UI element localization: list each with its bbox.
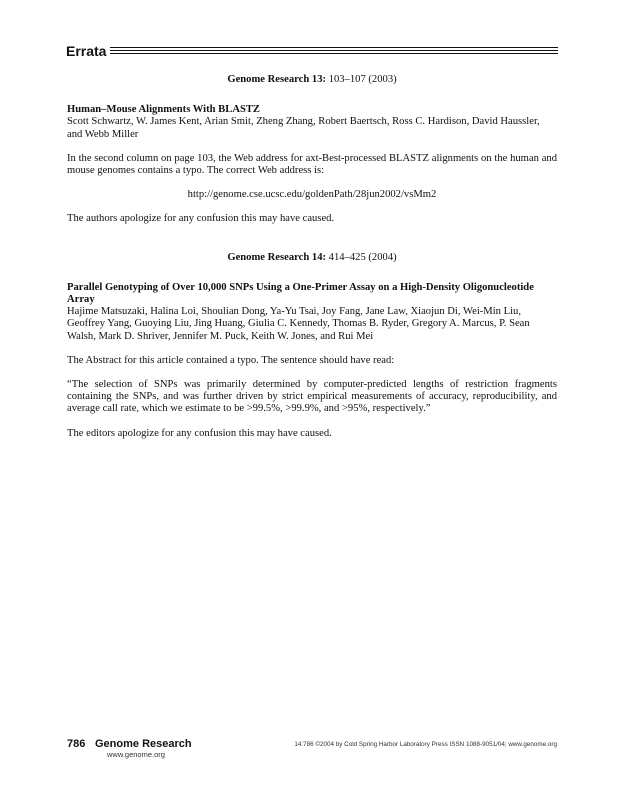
journal-name: Genome Research (227, 251, 310, 263)
page-footer (67, 738, 557, 762)
copyright-line: 14:786 ©2004 by Cold Spring Harbor Laboratory Press ISSN 1088-9051/04; www.genome.org (294, 741, 557, 748)
footer-journal-name: Genome Research (95, 738, 192, 750)
article-authors: Scott Schwartz, W. James Kent, Arian Smit, Zheng Zhang, Robert Baertsch, Ross C. Hardison, David Haussler, and Webb Miller (67, 116, 540, 140)
apology-text: The editors apologize for any confusion this may have caused. (67, 427, 332, 439)
main-content (67, 74, 557, 452)
section-spacer (67, 238, 557, 252)
article-authors: Hajime Matsuzaki, Halina Loi, Shoulian Dong, Ya-Yu Tsai, Joy Fang, Jane Law, Xiaojun Di, Wei-Min Liu, Geoffrey Yang, Guoying Liu, Jing Huang, Giulia C. Kennedy, Thomas B. Ryder, Gregory A. Marcus, P. Sean Walsh, Mark D. Shriver, Jennifer M. Puck, Keith W. Jones, and Rui Mei (67, 306, 530, 342)
article-title: Human–Mouse Alignments With BLASTZ (67, 104, 260, 116)
journal-reference (67, 252, 557, 264)
corrected-quote: “The selection of SNPs was primarily determined by computer-predicted lengths of restriction fragments containing the SNPs, and was further driven by strict empirical measurements of accuracy, reproducibility, and average call rate, which we estimate to be >99.5%, >99.9%, and >95%, respectively.” (67, 379, 557, 415)
journal-reference (67, 74, 557, 86)
page-number: 786 (67, 738, 86, 750)
article-title: Parallel Genotyping of Over 10,000 SNPs Using a One-Primer Assay on a High-Density Oligonucleotide Array (67, 281, 534, 306)
section-title: Errata (66, 42, 110, 60)
erratum-body: The Abstract for this article contained a typo. The sentence should have read: (67, 354, 395, 366)
journal-pages: 103–107 (2003) (328, 74, 397, 85)
corrected-url: http://genome.cse.ucsc.edu/goldenPath/28jun2002/vsMm2 (187, 189, 437, 201)
journal-name: Genome Research (227, 74, 310, 85)
page-header (66, 42, 558, 62)
journal-pages: 414–425 (2004) (328, 251, 397, 263)
apology-text: The authors apologize for any confusion this may have caused. (67, 213, 335, 225)
erratum-2 (67, 252, 557, 440)
footer-website: www.genome.org (107, 750, 165, 759)
erratum-1 (67, 74, 557, 226)
journal-volume: 13: (311, 74, 327, 85)
journal-volume: 14: (311, 251, 327, 263)
erratum-body: In the second column on page 103, the Web address for axt-Best-processed BLASTZ alignments on the human and mouse genomes contains a typo. The correct Web address is: (67, 152, 557, 177)
header-rule-lines (102, 47, 558, 54)
